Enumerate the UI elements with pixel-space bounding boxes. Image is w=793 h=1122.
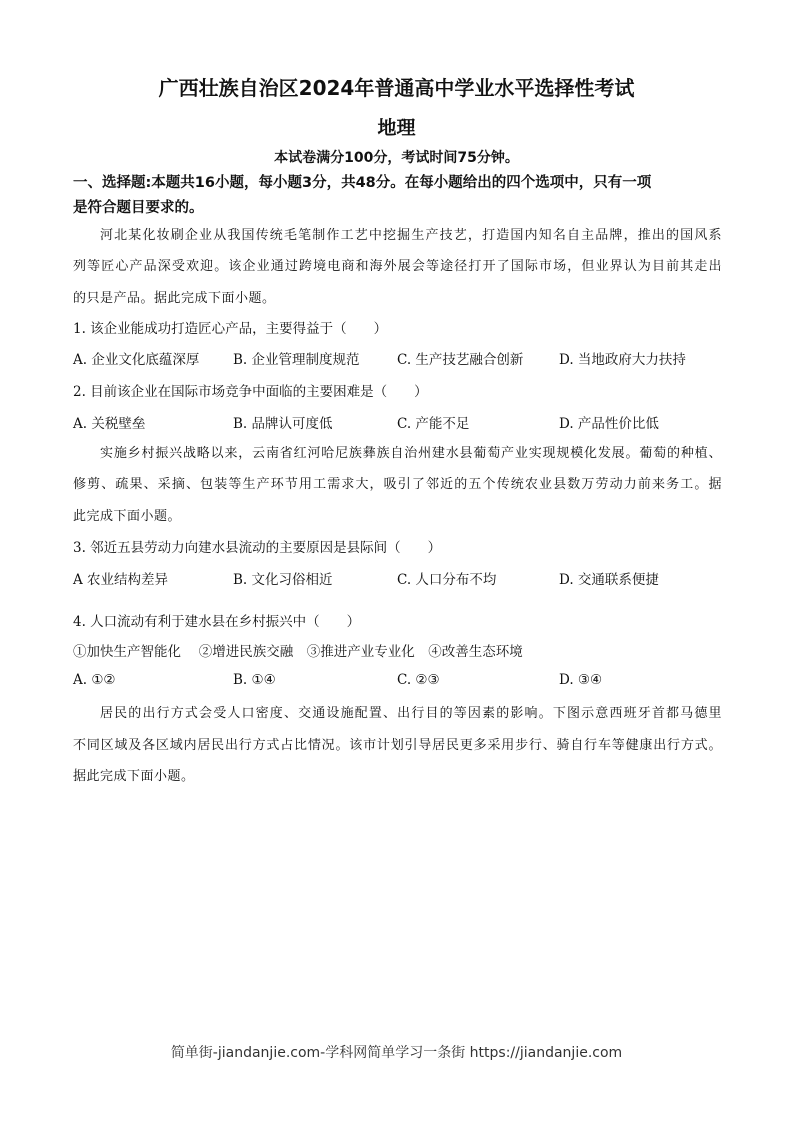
q3-option-a[interactable]: A 农业结构差异 — [73, 572, 169, 588]
q3-option-d[interactable]: D. 交通联系便捷 — [559, 572, 659, 588]
q4-option-c[interactable]: C. ②③ — [397, 672, 440, 688]
passage-line: 此完成下面小题。 — [73, 509, 182, 524]
q1-option-d[interactable]: D. 当地政府大力扶持 — [559, 352, 686, 368]
q4-option-a[interactable]: A. ①② — [73, 672, 116, 688]
exam-title: 广西壮族自治区2024年普通高中学业水平选择性考试 — [158, 76, 635, 100]
passage-line: 实施乡村振兴战略以来，云南省红河哈尼族彝族自治州建水县葡萄产业实现规模化发展。葡萄的种植、 — [100, 446, 722, 461]
subject-title: 地理 — [377, 117, 416, 139]
passage-line: 河北某化妆刷企业从我国传统毛笔制作工艺中挖掘生产技艺，打造国内知名自主品牌，推出的国风系 — [100, 228, 722, 243]
q1-option-a[interactable]: A. 企业文化底蕴深厚 — [73, 352, 200, 368]
passage-line: 的只是产品。据此完成下面小题。 — [73, 291, 276, 306]
passage-line: 居民的出行方式会受人口密度、交通设施配置、出行目的等因素的影响。下图示意西班牙首都马德里 — [100, 706, 722, 721]
q3-option-c[interactable]: C. 人口分布不均 — [397, 572, 497, 588]
q2-option-a[interactable]: A. 关税壁垒 — [73, 416, 146, 432]
q2-option-c[interactable]: C. 产能不足 — [397, 416, 470, 432]
question-1-stem: 1. 该企业能成功打造匠心产品，主要得益于（ ） — [73, 321, 388, 337]
question-3-stem: 3. 邻近五县劳动力向建水县流动的主要原因是县际间（ ） — [73, 540, 442, 556]
passage-line: 据此完成下面小题。 — [73, 769, 195, 784]
section-heading: 一、选择题:本题共16小题，每小题3分，共48分。在每小题给出的四个选项中，只有一项 — [73, 175, 652, 191]
footer-watermark: 简单街-jiandanjie.com-学科网简单学习一条街 https://jiandanjie.com — [170, 1045, 623, 1061]
q2-option-b[interactable]: B. 品牌认可度低 — [233, 416, 333, 432]
q4-option-d[interactable]: D. ③④ — [559, 672, 603, 688]
passage-line: 列等匠心产品深受欢迎。该企业通过跨境电商和海外展会等途径打开了国际市场，但业界认为目前其走出 — [73, 259, 722, 274]
q3-option-b[interactable]: B. 文化习俗相近 — [233, 572, 333, 588]
q4-option-b[interactable]: B. ①④ — [233, 672, 276, 688]
q2-option-d[interactable]: D. 产品性价比低 — [559, 416, 659, 432]
section-heading-cont: 是符合题目要求的。 — [73, 200, 204, 216]
q1-option-b[interactable]: B. 企业管理制度规范 — [233, 352, 360, 368]
question-4-stem: 4. 人口流动有利于建水县在乡村振兴中（ ） — [73, 614, 361, 630]
exam-note: 本试卷满分100分，考试时间75分钟。 — [274, 150, 519, 166]
passage-line: 不同区域及各区域内居民出行方式占比情况。该市计划引导居民更多采用步行、骑自行车等健康出行方式。 — [73, 738, 722, 753]
q1-option-c[interactable]: C. 生产技艺融合创新 — [397, 352, 524, 368]
question-4-items: ①加快生产智能化 ②增进民族交融 ③推进产业专业化 ④改善生态环境 — [73, 644, 523, 660]
question-2-stem: 2. 目前该企业在国际市场竞争中面临的主要困难是（ ） — [73, 384, 428, 400]
passage-line: 修剪、疏果、采摘、包装等生产环节用工需求大，吸引了邻近的五个传统农业县数万劳动力前来务工。据 — [73, 477, 722, 492]
